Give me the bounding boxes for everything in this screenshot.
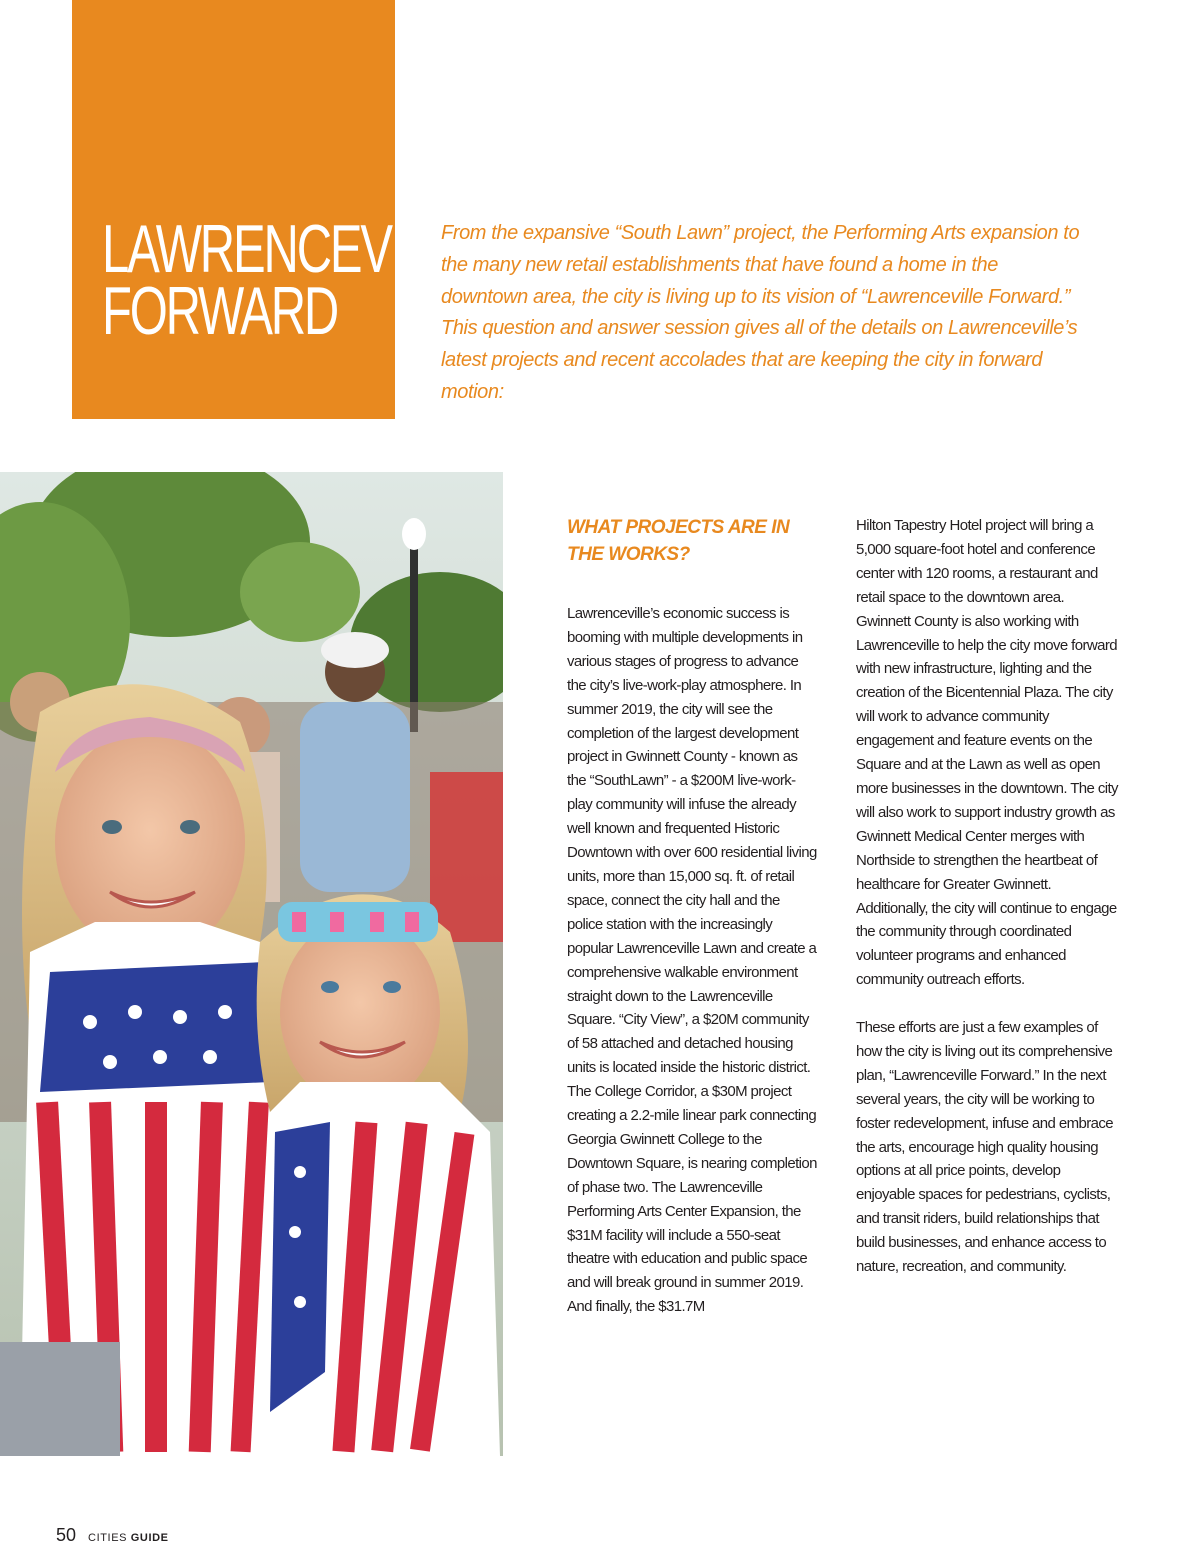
publication-name xyxy=(88,1532,169,1544)
title-block xyxy=(72,0,483,419)
article-column-2 xyxy=(856,514,1118,1279)
column-1-body: Lawrenceville’s economic success is booming with multiple developments in various stages of progress to advance the city’s live-work-play atmosphere. In summer 2019, the city will see the completion of the largest development project in Gwinnett County - known as the “SouthLawn” - a $200M live-work-play community will infuse the already well known and frequented Historic Downtown with over 600 residential living units, more than 15,000 sq. ft. of retail space, connect the city hall and the police station with the increasingly popular Lawrenceville Lawn and create a comprehensive walkable environment straight down to the Lawrenceville Square. “City View”, a $20M community of 58 attached and detached housing units is located inside the historic district. The College Corridor, a $30M project creating a 2.2-mile linear park connecting Georgia Gwinnett College to the Downtown Square, is nearing completion of phase two. The Lawrenceville Performing Arts Center Expansion, the $31M facility will include a 550-seat theatre with education and public space and will break ground in summer 2019. And finally, the $31.7M xyxy=(567,605,817,1316)
publication-name-bold: GUIDE xyxy=(130,1532,169,1544)
publication-name-light: CITIES xyxy=(88,1532,128,1544)
title-line-2: FORWARD xyxy=(102,273,338,349)
article-column-1 xyxy=(567,514,817,1319)
page-footer xyxy=(56,1525,169,1555)
intro-paragraph: From the expansive “South Lawn” project, the Performing Arts expansion to the many new retail establishments that have found a home in the downtown area, the city is living up to its vision of “Lawrenceville Forward.” This question and answer session gives all of the details on Lawrenceville’s latest projects and recent accolades that are keeping the city in forward motion: xyxy=(441,222,1080,403)
column-2-paragraph-2: These efforts are just a few examples of how the city is living out its comprehensive plan, “Lawrenceville Forward.” In the next several years, the city will be working to foster redevelopment, infuse and embrace the arts, encourage high quality housing options at all price points, develop enjoyable spaces for pedestrians, cyclists, and transit riders, build relationships that build businesses, and enhance access to nature, recreation, and community. xyxy=(856,1019,1113,1276)
page-number: 50 xyxy=(56,1525,77,1545)
feature-photo xyxy=(0,472,503,1456)
title-line-1: LAWRENCEVILLE xyxy=(102,211,483,287)
question-heading: WHAT PROJECTS ARE IN THE WORKS? xyxy=(567,517,790,565)
photo-illustration xyxy=(0,472,503,1456)
column-2-paragraph-1: Hilton Tapestry Hotel project will bring a 5,000 square-foot hotel and conference center with 120 rooms, a restaurant and retail space to the downtown area. Gwinnett County is also working with Lawrenceville to help the city move forward with new infrastructure, lighting and the creation of the Bicentennial Plaza. The city will work to advance community engagement and feature events on the Square and at the Lawn as well as open more businesses in the downtown. The city will also work to support industry growth as Gwinnett Medical Center merges with Northside to strengthen the heartbeat of healthcare for Greater Gwinnett. Additionally, the city will continue to engage the community through coordinated volunteer programs and enhanced community outreach efforts. xyxy=(856,517,1118,989)
